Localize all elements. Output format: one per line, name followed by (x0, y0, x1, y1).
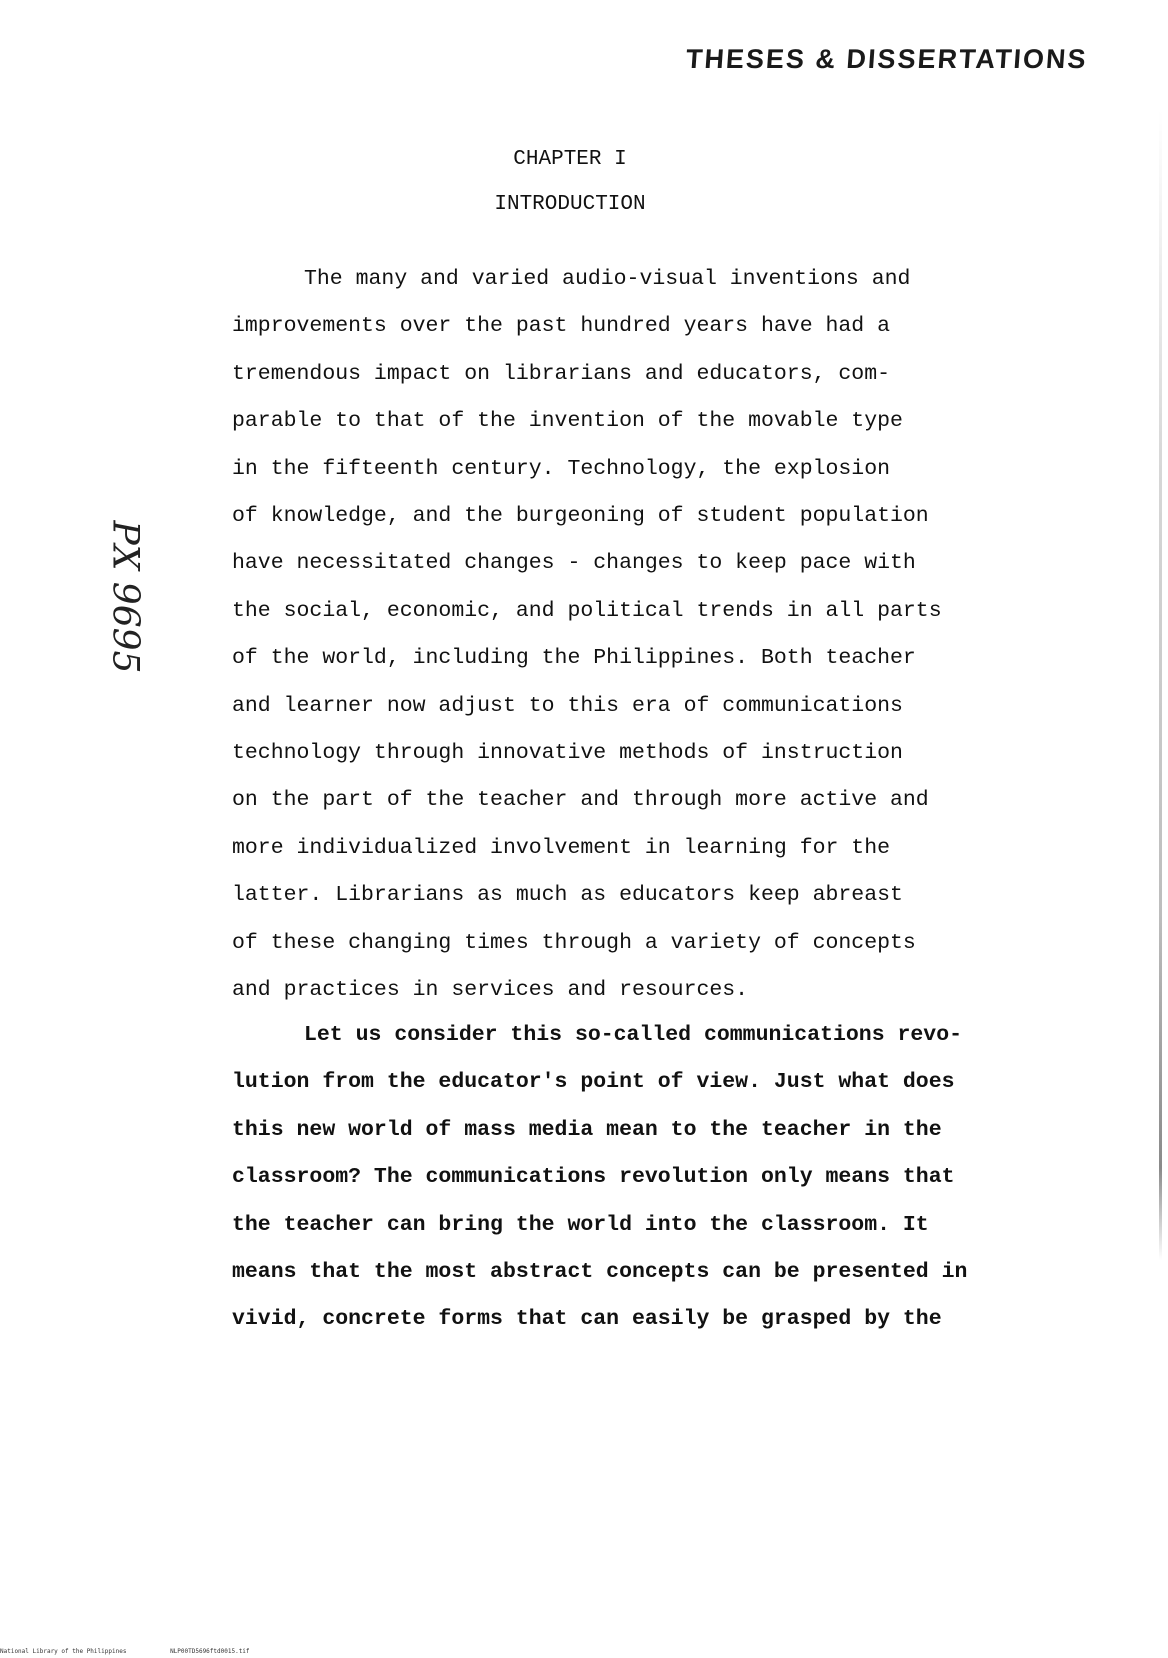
footer-file-name: NLP00TD5696ftd0015.tif (170, 1648, 250, 1655)
chapter-number: CHAPTER I (513, 148, 627, 171)
text-line: vivid, concrete forms that can easily be grasped by the (232, 1307, 942, 1332)
text-line: on the part of the teacher and through more active and (232, 788, 929, 813)
text-line: and practices in services and resources. (232, 978, 749, 1003)
text-line: improvements over the past hundred years have had a (232, 314, 891, 339)
scan-edge-shadow (1159, 110, 1162, 1260)
text-line: tremendous impact on librarians and educators, com- (232, 361, 891, 386)
text-line: latter. Librarians as much as educators keep abreast (232, 883, 903, 908)
text-line: classroom? The communications revolution only means that (232, 1165, 955, 1190)
footer-library-name: National Library of the Philippines (0, 1648, 127, 1655)
text-line: have necessitated changes - changes to keep pace with (232, 551, 916, 576)
paragraph-2 (232, 1012, 1062, 1344)
text-line: and learner now adjust to this era of communications (232, 693, 903, 718)
call-number-handwritten-note: PX 9695 (104, 520, 146, 674)
text-line: lution from the educator's point of view. Just what does (232, 1070, 955, 1095)
text-line: more individualized involvement in learning for the (232, 835, 891, 860)
paragraph-1 (232, 256, 1062, 1015)
text-line: parable to that of the invention of the movable type (232, 409, 903, 434)
text-line: technology through innovative methods of instruction (232, 741, 903, 766)
theses-dissertations-stamp: THESES & DISSERTATIONS (684, 44, 1089, 74)
text-line: The many and varied audio-visual inventions and (304, 267, 911, 291)
text-line: this new world of mass media mean to the teacher in the (232, 1117, 942, 1142)
text-line: of the world, including the Philippines. Both teacher (232, 646, 916, 671)
text-line: means that the most abstract concepts can be presented in (232, 1260, 968, 1285)
scan-footer (0, 1648, 290, 1655)
text-line: Let us consider this so-called communications revo- (304, 1023, 963, 1047)
text-line: of knowledge, and the burgeoning of student population (232, 504, 929, 529)
chapter-title: INTRODUCTION (494, 193, 646, 216)
text-line: the social, economic, and political trends in all parts (232, 598, 942, 623)
text-line: of these changing times through a variety of concepts (232, 930, 916, 955)
text-line: the teacher can bring the world into the classroom. It (232, 1212, 929, 1237)
text-line: in the fifteenth century. Technology, the explosion (232, 456, 891, 481)
